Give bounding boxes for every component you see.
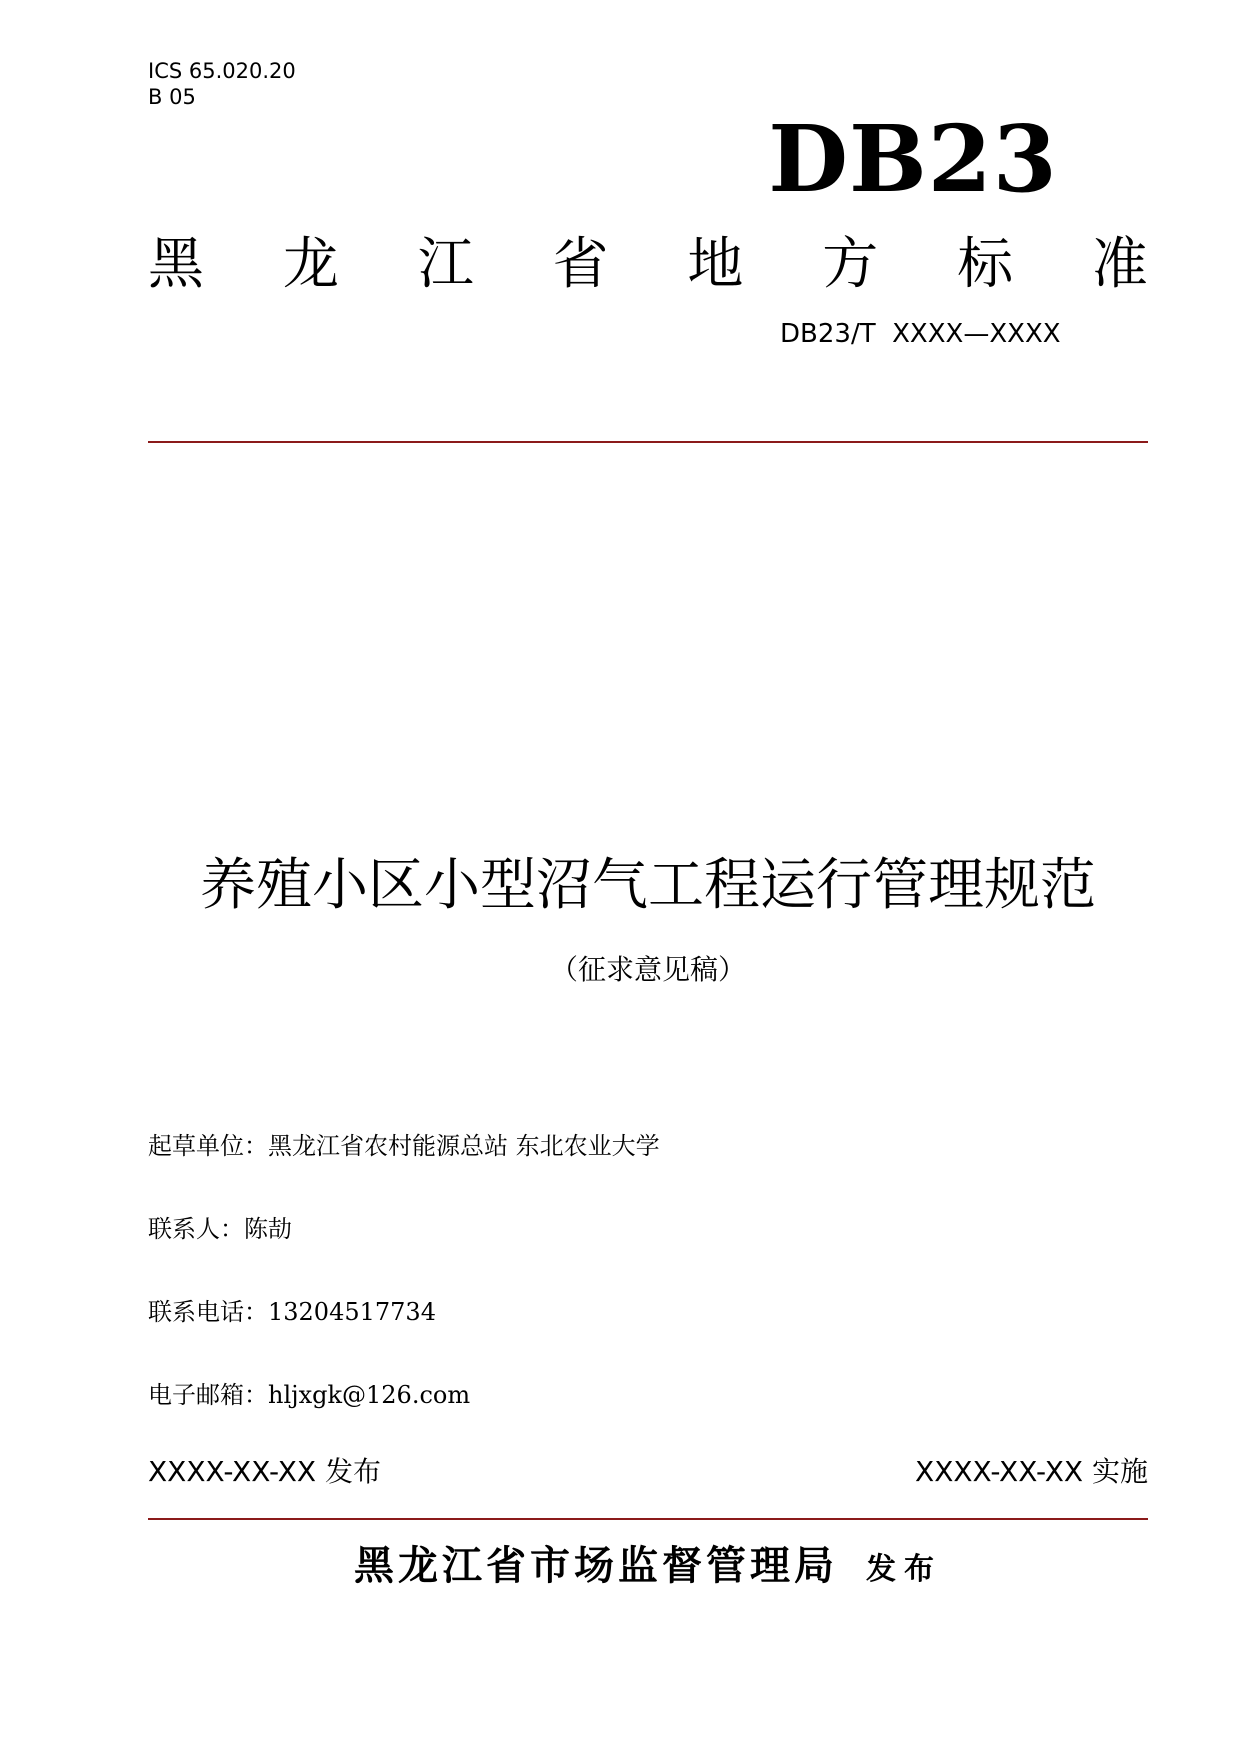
standard-type-char: 方 — [822, 232, 879, 297]
contact-person: 联系人：陈劼 — [148, 1215, 292, 1243]
classification-code: B 05 — [148, 85, 196, 109]
top-divider — [148, 441, 1148, 443]
release-date: XXXX-XX-XX 发布 — [148, 1455, 381, 1488]
standard-type-char: 江 — [417, 232, 474, 297]
standard-type-char: 黑 — [148, 232, 204, 297]
bottom-divider — [148, 1518, 1148, 1520]
standard-type-char: 准 — [1091, 232, 1148, 297]
standard-type-char: 龙 — [282, 232, 339, 297]
standard-type-char: 标 — [957, 232, 1014, 297]
contact-email: 电子邮箱：hljxgk@126.com — [148, 1381, 471, 1409]
standard-number: DB23/T XXXX—XXXX — [780, 319, 1061, 349]
publisher-name: 黑龙江省市场监督管理局 — [354, 1543, 838, 1589]
drafting-units: 起草单位：黑龙江省农村能源总站 东北农业大学 — [148, 1132, 660, 1160]
standard-type-title — [148, 230, 1148, 300]
contact-phone: 联系电话：13204517734 — [148, 1298, 436, 1326]
effective-date: XXXX-XX-XX 实施 — [915, 1455, 1148, 1488]
document-title: 养殖小区小型沼气工程运行管理规范 — [200, 853, 1096, 918]
ics-code: ICS 65.020.20 — [148, 59, 296, 83]
publish-label: 发布 — [866, 1552, 942, 1587]
publisher-line — [148, 1538, 1148, 1598]
standard-type-char: 地 — [687, 232, 744, 297]
standard-code-logo: DB23 — [768, 105, 1058, 213]
standard-type-char: 省 — [552, 232, 609, 297]
document-subtitle: （征求意见稿） — [549, 953, 746, 986]
